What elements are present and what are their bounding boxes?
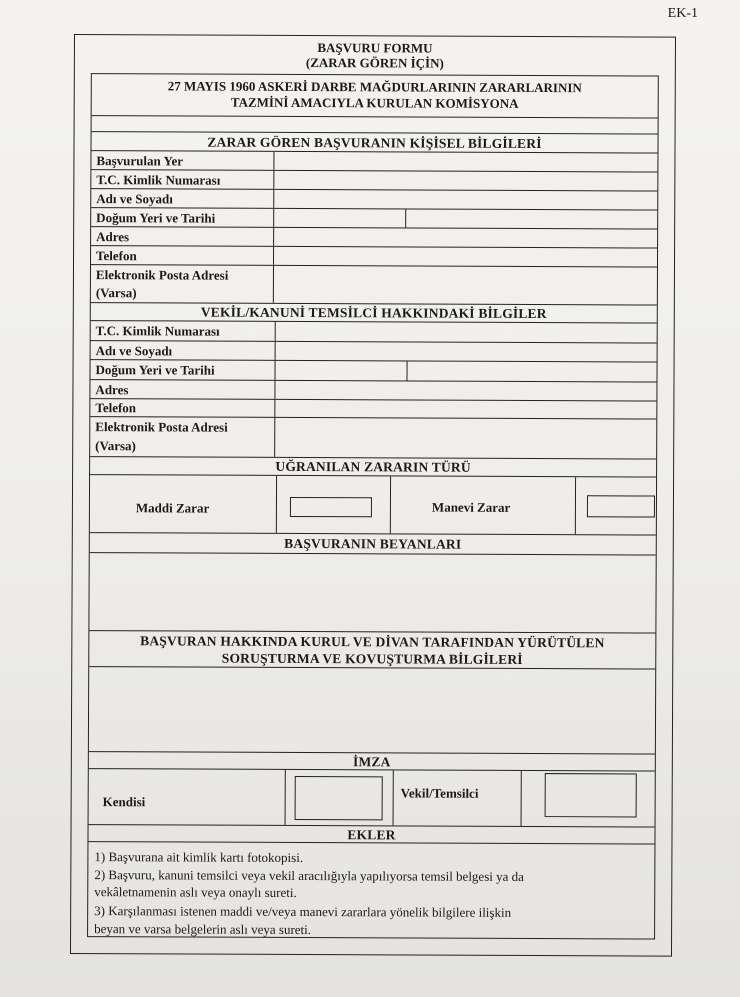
attachment-item: beyan ve varsa belgelerin aslı veya sureti. <box>94 921 312 938</box>
commission-line-1: 27 MAYIS 1960 ASKERİ DARBE MAĞDURLARININ ZARARLARININ <box>167 78 582 96</box>
field-label: (Varsa) <box>95 285 137 301</box>
column-divider <box>274 418 275 457</box>
form-title: BAŞVURU FORMU <box>317 40 433 56</box>
column-divider <box>575 477 576 534</box>
field-row[interactable] <box>90 360 656 382</box>
moral-damage-label: Manevi Zarar <box>431 499 511 515</box>
field-label: Adı ve Soyadı <box>96 191 173 207</box>
field-row[interactable] <box>91 227 657 248</box>
field-row[interactable] <box>91 189 657 210</box>
column-divider <box>273 171 274 189</box>
field-row[interactable] <box>91 208 657 229</box>
column-divider <box>273 190 274 208</box>
column-divider <box>274 361 275 380</box>
column-divider <box>276 476 277 533</box>
field-row[interactable] <box>91 265 657 305</box>
form-subtitle: (ZARAR GÖREN İÇİN) <box>305 55 444 71</box>
signature-self-box[interactable] <box>295 776 383 820</box>
field-label: (Varsa) <box>95 438 136 454</box>
signature-row <box>89 769 655 827</box>
column-divider <box>275 342 276 360</box>
field-label: T.C. Kimlik Numarası <box>96 172 221 188</box>
attachment-item: 1) Başvurana ait kimlik kartı fotokopisi. <box>94 849 304 866</box>
form-body <box>87 73 659 939</box>
commission-header <box>92 74 658 118</box>
field-label: Elektronik Posta Adresi <box>95 419 228 435</box>
field-row[interactable] <box>91 151 657 172</box>
column-divider <box>275 322 276 341</box>
signature-self-label: Kendisi <box>102 794 146 810</box>
attachment-item: vekâletnamenin aslı veya onaylı sureti. <box>94 884 297 900</box>
annex-label: EK-1 <box>667 6 698 21</box>
column-divider <box>273 247 274 265</box>
signature-proxy-label: Vekil/Temsilci <box>400 785 479 801</box>
investigation-line-2: SORUŞTURMA VE KOVUŞTURMA BİLGİLERİ <box>221 650 523 667</box>
signature-section-title: İMZA <box>89 752 655 771</box>
material-damage-checkbox[interactable] <box>290 497 372 517</box>
field-label: Adres <box>95 382 129 398</box>
column-divider <box>273 266 274 303</box>
investigation-section-title <box>89 631 655 669</box>
applicant-section-title: ZARAR GÖREN BAŞVURANIN KİŞİSEL BİLGİLERİ <box>91 132 657 153</box>
attachments-list <box>88 842 654 938</box>
damage-section-title: UĞRANILAN ZARARIN TÜRÜ <box>90 457 656 477</box>
field-label: Doğum Yeri ve Tarihi <box>95 362 215 378</box>
commission-line-2: TAZMİNİ AMACIYLA KURULAN KOMİSYONA <box>230 94 519 111</box>
material-damage-label: Maddi Zarar <box>135 500 210 516</box>
representative-section-title: VEKİL/KANUNİ TEMSİLCİ HAKKINDAKİ BİLGİLER <box>91 303 657 323</box>
column-divider <box>405 209 406 227</box>
field-row[interactable] <box>90 380 656 401</box>
field-label: T.C. Kimlik Numarası <box>95 323 220 339</box>
moral-damage-checkbox[interactable] <box>587 495 655 517</box>
column-divider <box>274 381 275 399</box>
field-row[interactable] <box>91 246 657 267</box>
field-label: Elektronik Posta Adresi <box>95 267 229 283</box>
damage-type-row <box>90 475 656 535</box>
field-row[interactable] <box>90 417 656 459</box>
column-divider <box>521 771 522 826</box>
field-label: Adı ve Soyadı <box>95 343 173 359</box>
column-divider <box>393 770 394 825</box>
column-divider <box>273 228 274 246</box>
field-row[interactable] <box>91 341 657 362</box>
investigation-area[interactable] <box>89 667 655 754</box>
attachment-item: 3) Karşılanması istenen maddi ve/veya manevi zararlara yönelik bilgilere ilişkin <box>94 903 512 920</box>
field-label: Telefon <box>95 400 137 416</box>
attachments-section-title: EKLER <box>88 825 654 844</box>
column-divider <box>273 209 274 227</box>
field-label: Adres <box>96 229 130 245</box>
application-form <box>70 34 676 957</box>
field-label: Telefon <box>96 248 137 264</box>
declarations-section-title: BAŞVURANIN BEYANLARI <box>90 533 656 555</box>
field-label: Başvurulan Yer <box>96 153 184 169</box>
field-row[interactable] <box>91 170 657 191</box>
attachment-item: 2) Başvuru, kanuni temsilci veya vekil aracılığıyla yapılıyorsa temsil belgesi ya da <box>94 867 524 884</box>
column-divider <box>274 400 275 417</box>
field-label: Doğum Yeri ve Tarihi <box>96 210 216 226</box>
column-divider <box>273 152 274 170</box>
column-divider <box>390 476 391 533</box>
declarations-area[interactable] <box>89 553 655 633</box>
investigation-line-1: BAŞVURAN HAKKINDA KURUL VE DİVAN TARAFINDAN YÜRÜTÜLEN <box>140 633 605 651</box>
column-divider <box>406 361 407 380</box>
signature-proxy-box[interactable] <box>545 773 637 817</box>
field-row[interactable] <box>91 321 657 343</box>
column-divider <box>285 770 286 825</box>
